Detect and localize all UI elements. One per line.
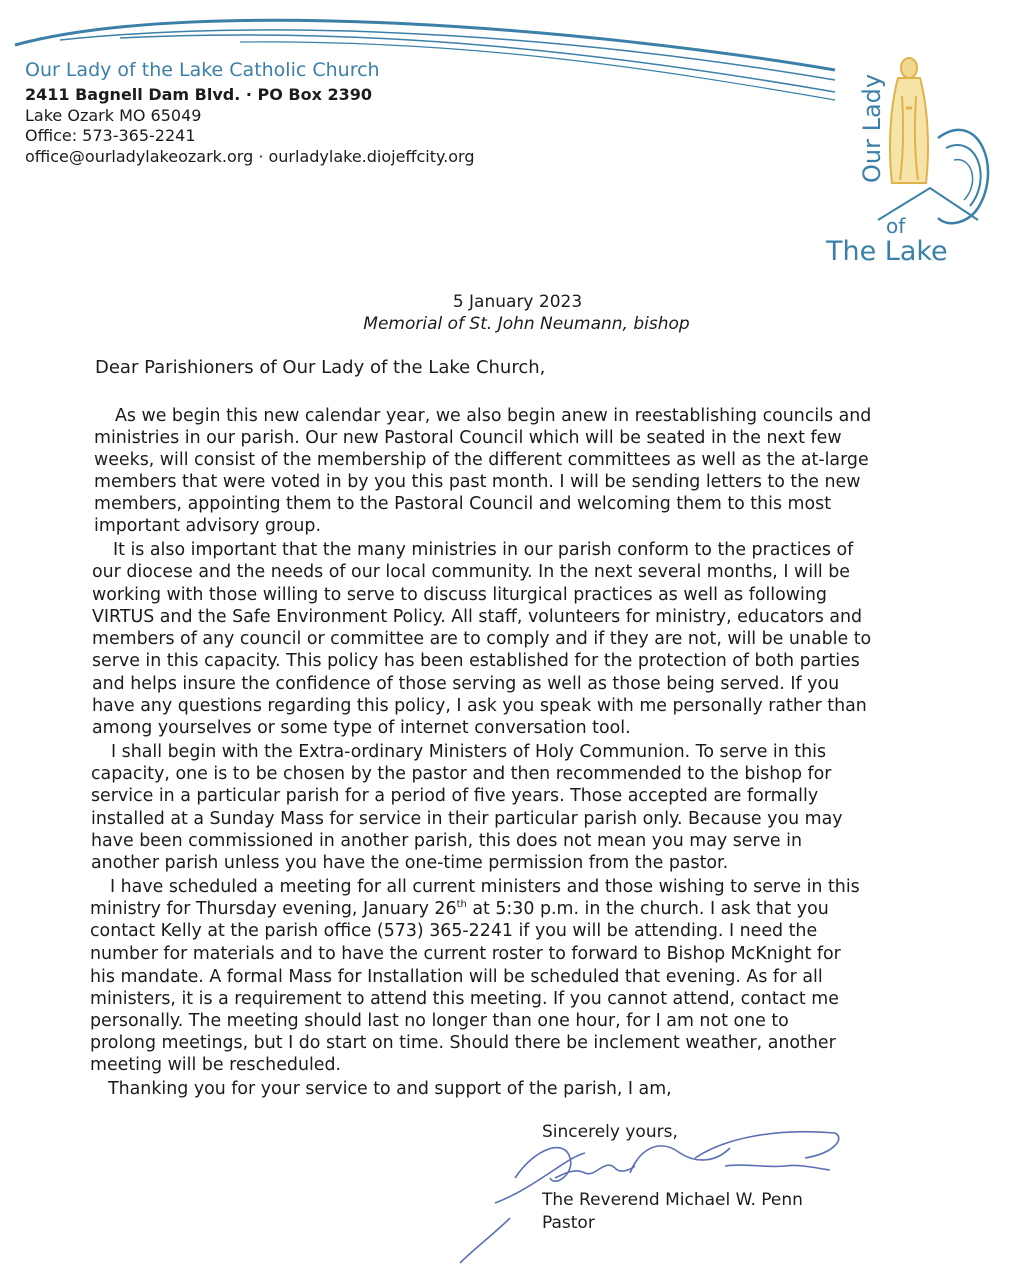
church-logo — [818, 48, 998, 280]
body-line: have been commissioned in another parish, this does not mean you may serve in — [91, 831, 802, 851]
body-line: number for materials and to have the current roster to forward to Bishop McKnight for — [90, 944, 841, 964]
body-line: have any questions regarding this policy, I ask you speak with me personally rather than — [92, 696, 867, 716]
body-line: members that were voted in by you this past month. I will be sending letters to the new — [94, 472, 861, 492]
letter-date: 5 January 2023 — [452, 292, 583, 312]
body-line: members, appointing them to the Pastoral Council and welcoming them to this most — [94, 494, 832, 514]
body-line: weeks, will consist of the membership of the different committees as well as the at-large — [94, 450, 869, 470]
madonna-statue-icon — [890, 58, 928, 183]
body-line: I have scheduled a meeting for all current ministers and those wishing to serve in this — [110, 877, 860, 897]
closing: Sincerely yours, — [542, 1122, 678, 1142]
body-line: ministers, it is a requirement to attend this meeting. If you cannot attend, contact me — [90, 989, 839, 1009]
body-line: I shall begin with the Extra-ordinary Ministers of Holy Communion. To serve in this — [111, 742, 827, 762]
logo-text-of: of — [886, 214, 906, 238]
salutation: Dear Parishioners of Our Lady of the Lake Church, — [95, 357, 546, 378]
body-line: his mandate. A formal Mass for Installation will be scheduled that evening. As for all — [90, 967, 823, 987]
logo-text-our-lady: Our Lady — [858, 73, 886, 183]
body-line: our diocese and the needs of our local community. In the next several months, I will be — [92, 562, 851, 582]
body-line: and helps insure the confidence of those serving as well as those being served. If you — [92, 674, 840, 694]
body-line-part: ministry for Thursday evening, January 26 — [90, 899, 457, 919]
body-line: Thanking you for your service to and support of the parish, I am, — [108, 1079, 672, 1099]
body-line: another parish unless you have the one-time permission from the pastor. — [91, 853, 729, 873]
memorial-line: Memorial of St. John Neumann, bishop — [363, 314, 690, 334]
body-line: members of any council or committee are to comply and if they are not, will be unable to — [92, 629, 872, 649]
body-line: important advisory group. — [94, 516, 321, 536]
body-line: capacity, one is to be chosen by the pastor and then recommended to the bishop for — [91, 764, 832, 784]
body-line: contact Kelly at the parish office (573) 365-2241 if you will be attending. I need the — [90, 921, 818, 941]
logo-text-the-lake: The Lake — [826, 236, 948, 267]
body-line: among yourselves or some type of internet conversation tool. — [92, 718, 631, 738]
body-line: As we begin this new calendar year, we also begin anew in reestablishing councils and — [115, 406, 872, 426]
body-line: prolong meetings, but I do start on time. Should there be inclement weather, another — [90, 1033, 836, 1053]
contact-line: office@ourladylakeozark.org · ourladylake.diojeffcity.org — [25, 147, 475, 166]
ordinal-suffix: th — [456, 899, 467, 911]
body-line-part: at 5:30 p.m. in the church. I ask that you — [466, 899, 829, 919]
body-line — [90, 898, 829, 920]
city-line: Lake Ozark MO 65049 — [25, 106, 202, 125]
body-line: serve in this capacity. This policy has been established for the protection of both parties — [92, 651, 860, 671]
church-name: Our Lady of the Lake Catholic Church — [25, 59, 380, 81]
signer-name: The Reverend Michael W. Penn — [542, 1190, 803, 1210]
body-line: It is also important that the many ministries in our parish conform to the practices of — [113, 540, 854, 560]
body-line: meeting will be rescheduled. — [90, 1055, 342, 1075]
body-line: service in a particular parish for a period of five years. Those accepted are formally — [91, 786, 819, 806]
body-line: ministries in our parish. Our new Pastoral Council which will be seated in the next few — [94, 428, 842, 448]
body-line: working with those willing to serve to discuss liturgical practices as well as following — [92, 585, 827, 605]
address-line: 2411 Bagnell Dam Blvd. · PO Box 2390 — [25, 85, 373, 104]
office-phone: Office: 573-365-2241 — [25, 126, 196, 145]
body-line: installed at a Sunday Mass for service in their particular parish only. Because you may — [91, 809, 843, 829]
body-line: VIRTUS and the Safe Environment Policy. All staff, volunteers for ministry, educators and — [92, 607, 863, 627]
signer-title: Pastor — [542, 1213, 595, 1233]
body-line: personally. The meeting should last no longer than one hour, for I am not one to — [90, 1011, 789, 1031]
